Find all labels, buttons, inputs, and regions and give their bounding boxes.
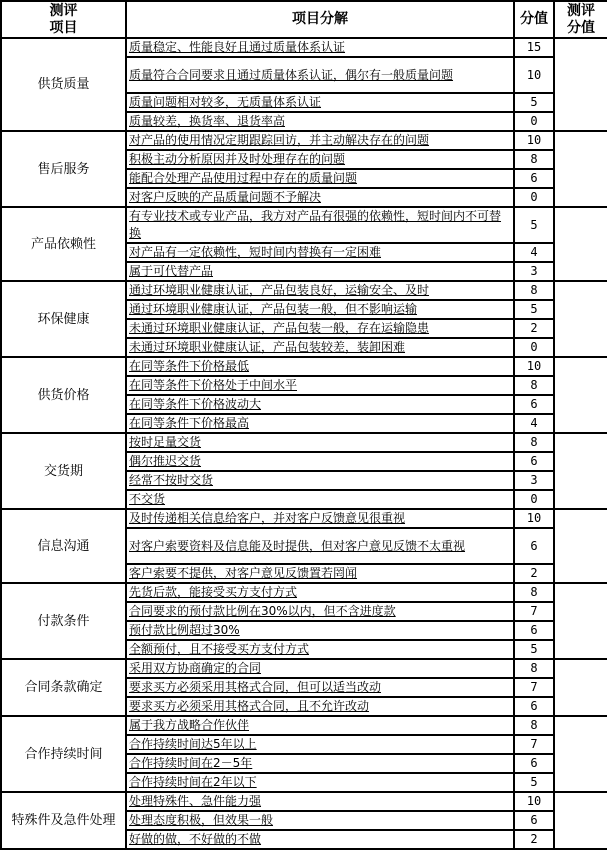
category-cell: 产品依赖性 (1, 207, 126, 281)
criteria-description: 要求买方必须采用其格式合同，但可以适当改动 (126, 678, 514, 697)
criteria-description: 属于可代替产品 (126, 262, 514, 281)
score-value: 4 (514, 414, 554, 433)
criteria-description: 预付款比例超过30% (126, 621, 514, 640)
score-value: 5 (514, 300, 554, 319)
header-evaluation-score (554, 1, 607, 38)
criteria-description: 合作持续时间达5年以上 (126, 735, 514, 754)
criteria-description: 偶尔推迟交货 (126, 452, 514, 471)
table-row (1, 716, 607, 735)
score-value: 5 (514, 773, 554, 792)
header-text: 测评 (567, 2, 595, 19)
category-cell: 供货价格 (1, 357, 126, 433)
score-value: 6 (514, 528, 554, 564)
score-value: 8 (514, 281, 554, 300)
score-value: 3 (514, 471, 554, 490)
criteria-description: 通过环境职业健康认证，产品包装良好，运输安全、及时 (126, 281, 514, 300)
criteria-description: 对客户索要资料及信息能及时提供，但对客户意见反馈不太重视 (126, 528, 514, 564)
category-cell: 特殊件及急件处理 (1, 792, 126, 849)
table-row (1, 207, 607, 243)
table-row (1, 357, 607, 376)
score-value: 0 (514, 188, 554, 207)
criteria-description: 对产品的使用情况定期跟踪回访，并主动解决存在的问题 (126, 131, 514, 150)
criteria-description: 处理特殊件、急件能力强 (126, 792, 514, 811)
score-value: 10 (514, 357, 554, 376)
score-value: 3 (514, 262, 554, 281)
score-value: 0 (514, 338, 554, 357)
evaluation-score-input-cell[interactable] (554, 38, 607, 131)
criteria-description: 积极主动分析原因并及时处理存在的问题 (126, 150, 514, 169)
criteria-description: 不交货 (126, 490, 514, 509)
score-value: 10 (514, 792, 554, 811)
table-row (1, 792, 607, 811)
evaluation-score-input-cell[interactable] (554, 357, 607, 433)
table-row (1, 659, 607, 678)
score-value: 5 (514, 640, 554, 659)
score-value: 0 (514, 490, 554, 509)
table-row (1, 281, 607, 300)
header-text: 分值 (567, 19, 595, 36)
evaluation-score-input-cell[interactable] (554, 792, 607, 849)
score-value: 2 (514, 830, 554, 849)
criteria-description: 处理态度积极，但效果一般 (126, 811, 514, 830)
score-value: 8 (514, 433, 554, 452)
criteria-description: 通过环境职业健康认证，产品包装一般，但不影响运输 (126, 300, 514, 319)
category-cell: 信息沟通 (1, 509, 126, 583)
criteria-description: 全额预付，且不接受买方支付方式 (126, 640, 514, 659)
criteria-description: 在同等条件下价格波动大 (126, 395, 514, 414)
criteria-description: 经常不按时交货 (126, 471, 514, 490)
score-value: 6 (514, 811, 554, 830)
score-value: 10 (514, 509, 554, 528)
header-item-breakdown: 项目分解 (126, 1, 514, 38)
criteria-description: 采用双方协商确定的合同 (126, 659, 514, 678)
score-value: 0 (514, 112, 554, 131)
score-value: 8 (514, 376, 554, 395)
score-value: 2 (514, 564, 554, 583)
score-value: 10 (514, 131, 554, 150)
category-cell: 付款条件 (1, 583, 126, 659)
criteria-description: 质量符合合同要求且通过质量体系认证，偶尔有一般质量问题 (126, 57, 514, 93)
score-value: 6 (514, 395, 554, 414)
criteria-description: 未通过环境职业健康认证，产品包装一般，存在运输隐患 (126, 319, 514, 338)
header-text: 测评 (49, 2, 78, 19)
criteria-description: 在同等条件下价格最低 (126, 357, 514, 376)
score-value: 8 (514, 659, 554, 678)
criteria-description: 质量问题相对较多，无质量体系认证 (126, 93, 514, 112)
header-row (1, 1, 607, 38)
score-value: 6 (514, 697, 554, 716)
table-row (1, 509, 607, 528)
category-cell: 合作持续时间 (1, 716, 126, 792)
category-cell: 环保健康 (1, 281, 126, 357)
score-value: 7 (514, 602, 554, 621)
table-row (1, 583, 607, 602)
score-value: 6 (514, 621, 554, 640)
evaluation-score-input-cell[interactable] (554, 583, 607, 659)
score-value: 8 (514, 716, 554, 735)
criteria-description: 客户索要不提供，对客户意见反馈置若罔闻 (126, 564, 514, 583)
evaluation-score-input-cell[interactable] (554, 659, 607, 716)
evaluation-score-input-cell[interactable] (554, 131, 607, 207)
criteria-description: 合同要求的预付款比例在30%以内，但不含进度款 (126, 602, 514, 621)
header-evaluation-item (1, 1, 126, 38)
criteria-description: 质量稳定、性能良好且通过质量体系认证 (126, 38, 514, 57)
table-row (1, 131, 607, 150)
header-score: 分值 (514, 1, 554, 38)
criteria-description: 质量较差，换货率、退货率高 (126, 112, 514, 131)
criteria-description: 未通过环境职业健康认证，产品包装较差，装卸困难 (126, 338, 514, 357)
evaluation-score-input-cell[interactable] (554, 509, 607, 583)
score-value: 2 (514, 319, 554, 338)
criteria-description: 合作持续时间在2年以下 (126, 773, 514, 792)
score-value: 8 (514, 583, 554, 602)
criteria-description: 对产品有一定依赖性，短时间内替换有一定困难 (126, 243, 514, 262)
evaluation-score-input-cell[interactable] (554, 207, 607, 281)
category-cell: 合同条款确定 (1, 659, 126, 716)
criteria-description: 先货后款，能接受买方支付方式 (126, 583, 514, 602)
criteria-description: 好做的做，不好做的不做 (126, 830, 514, 849)
header-text: 项目 (49, 19, 78, 36)
criteria-description: 对客户反映的产品质量问题不予解决 (126, 188, 514, 207)
score-value: 15 (514, 38, 554, 57)
score-value: 6 (514, 169, 554, 188)
criteria-description: 及时传递相关信息给客户，并对客户反馈意见很重视 (126, 509, 514, 528)
score-value: 5 (514, 207, 554, 243)
score-value: 8 (514, 150, 554, 169)
score-value: 10 (514, 57, 554, 93)
criteria-description: 属于我方战略合作伙伴 (126, 716, 514, 735)
score-value: 5 (514, 93, 554, 112)
criteria-description: 能配合处理产品使用过程中存在的质量问题 (126, 169, 514, 188)
score-value: 6 (514, 754, 554, 773)
table-row (1, 38, 607, 57)
criteria-description: 在同等条件下价格处于中间水平 (126, 376, 514, 395)
evaluation-score-input-cell[interactable] (554, 281, 607, 357)
score-value: 7 (514, 678, 554, 697)
table-row (1, 433, 607, 452)
score-value: 6 (514, 452, 554, 471)
criteria-description: 在同等条件下价格最高 (126, 414, 514, 433)
criteria-description: 有专业技术或专业产品，我方对产品有很强的依赖性，短时间内不可替换 (126, 207, 514, 243)
evaluation-score-input-cell[interactable] (554, 716, 607, 792)
evaluation-score-input-cell[interactable] (554, 433, 607, 509)
category-cell: 交货期 (1, 433, 126, 509)
criteria-description: 合作持续时间在2－5年 (126, 754, 514, 773)
category-cell: 售后服务 (1, 131, 126, 207)
score-value: 7 (514, 735, 554, 754)
category-cell: 供货质量 (1, 38, 126, 131)
score-value: 4 (514, 243, 554, 262)
criteria-description: 要求买方必须采用其格式合同，且不允许改动 (126, 697, 514, 716)
criteria-description: 按时足量交货 (126, 433, 514, 452)
